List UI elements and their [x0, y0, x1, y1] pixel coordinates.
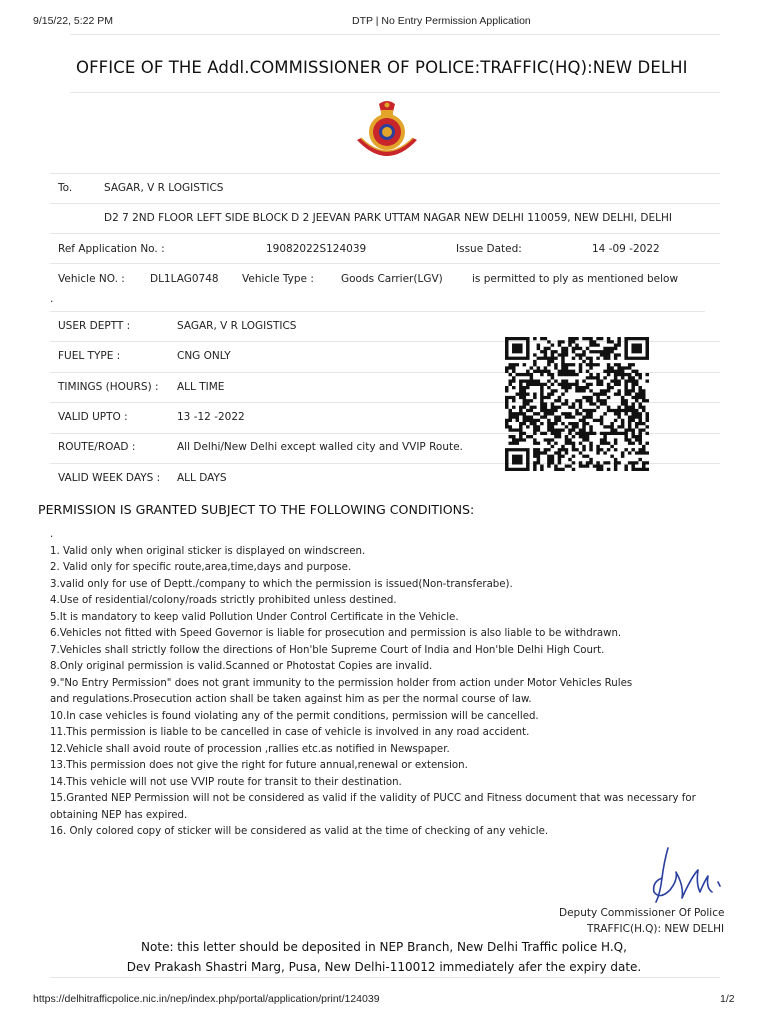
- detail-label: VALID UPTO :: [58, 411, 128, 423]
- detail-label: FUEL TYPE :: [58, 350, 121, 362]
- separator-dot: .: [50, 293, 54, 305]
- condition-item: 12.Vehicle shall avoid route of procession ,rallies etc.as notified in Newspaper.: [50, 743, 450, 755]
- condition-item: 3.valid only for use of Deptt./company to which the permission is issued(Non-transferabe).: [50, 578, 513, 590]
- issue-date-value: 14 -09 -2022: [592, 243, 660, 255]
- addressee-name: SAGAR, V R LOGISTICS: [104, 182, 224, 194]
- note-line: Note: this letter should be deposited in NEP Branch, New Delhi Traffic police H.Q,: [141, 940, 627, 954]
- divider: [70, 92, 720, 93]
- detail-value: ALL TIME: [177, 381, 225, 393]
- print-page-number: 1/2: [720, 993, 735, 1005]
- condition-item: 7.Vehicles shall strictly follow the directions of Hon'ble Supreme Court of India and Hon'ble Delhi High Court.: [50, 644, 605, 656]
- page-title: OFFICE OF THE Addl.COMMISSIONER OF POLICE:TRAFFIC(HQ):NEW DELHI: [76, 58, 688, 77]
- vehicle-no-value: DL1LAG0748: [150, 273, 219, 285]
- condition-item: 1. Valid only when original sticker is displayed on windscreen.: [50, 545, 366, 557]
- addressee-address: D2 7 2ND FLOOR LEFT SIDE BLOCK D 2 JEEVAN PARK UTTAM NAGAR NEW DELHI 110059, NEW DELHI, DELHI: [104, 212, 672, 224]
- condition-item: .: [50, 529, 54, 540]
- note-line: Dev Prakash Shastri Marg, Pusa, New Delhi-110012 immediately afer the expiry date.: [126, 960, 642, 974]
- delhi-police-emblem-icon: [351, 98, 423, 168]
- vehicle-type-value: Goods Carrier(LGV): [341, 273, 443, 285]
- signatory-office: TRAFFIC(H.Q): NEW DELHI: [587, 923, 725, 935]
- signature-icon: [648, 842, 724, 908]
- to-label: To.: [58, 182, 73, 194]
- print-datetime: 9/15/22, 5:22 PM: [33, 15, 113, 27]
- detail-value: All Delhi/New Delhi except walled city and VVIP Route.: [177, 441, 463, 453]
- condition-item: 14.This vehicle will not use VVIP route for transit to their destination.: [50, 776, 402, 788]
- detail-label: VALID WEEK DAYS :: [58, 472, 161, 484]
- vehicle-type-label: Vehicle Type :: [242, 273, 314, 285]
- print-tab-title: DTP | No Entry Permission Application: [352, 15, 531, 27]
- detail-label: TIMINGS (HOURS) :: [58, 381, 159, 393]
- condition-item: 11.This permission is liable to be cancelled in case of vehicle is involved in any road accident.: [50, 727, 530, 738]
- divider: [50, 311, 705, 312]
- condition-item: 2. Valid only for specific route,area,time,days and purpose.: [50, 562, 352, 573]
- divider: [50, 977, 720, 978]
- condition-item: 4.Use of residential/colony/roads strictly prohibited unless destined.: [50, 595, 397, 606]
- detail-value: SAGAR, V R LOGISTICS: [177, 320, 297, 332]
- qr-code-icon: [505, 337, 649, 471]
- condition-item: 5.It is mandatory to keep valid Pollution Under Control Certificate in the Vehicle.: [50, 611, 459, 623]
- condition-item: obtaining NEP has expired.: [50, 809, 188, 821]
- condition-item: 8.Only original permission is valid.Scanned or Photostat Copies are invalid.: [50, 661, 433, 672]
- divider: [50, 203, 720, 204]
- condition-item: 9."No Entry Permission" does not grant immunity to the permission holder from action under Motor Vehicles Rules: [50, 677, 633, 689]
- divider: [70, 34, 720, 35]
- condition-item: 15.Granted NEP Permission will not be considered as valid if the validity of PUCC and Fitness document that was necessary for: [50, 793, 696, 804]
- condition-item: 16. Only colored copy of sticker will be considered as valid at the time of checking of any vehicle.: [50, 826, 549, 837]
- condition-item: 6.Vehicles not fitted with Speed Governor is liable for prosecution and permission is also liable to be withdrawn.: [50, 628, 622, 639]
- detail-label: ROUTE/ROAD :: [58, 441, 136, 453]
- vehicle-no-label: Vehicle NO. :: [58, 273, 125, 285]
- conditions-heading: PERMISSION IS GRANTED SUBJECT TO THE FOLLOWING CONDITIONS:: [38, 502, 475, 517]
- issue-date-label: Issue Dated:: [456, 243, 522, 255]
- signatory-title: Deputy Commissioner Of Police: [559, 907, 725, 919]
- divider: [50, 233, 720, 234]
- detail-value: CNG ONLY: [177, 350, 231, 362]
- detail-label: USER DEPTT :: [58, 320, 131, 332]
- conditions-list: [50, 527, 696, 841]
- divider: [50, 173, 720, 174]
- divider: [50, 263, 720, 264]
- condition-item: 10.In case vehicles is found violating any of the permit conditions, permission will be cancelled.: [50, 710, 539, 722]
- detail-value: ALL DAYS: [177, 472, 227, 484]
- condition-item: 13.This permission does not give the right for future annual,renewal or extension.: [50, 760, 468, 771]
- ref-label: Ref Application No. :: [58, 243, 165, 255]
- print-url: https://delhitrafficpolice.nic.in/nep/index.php/portal/application/print/124039: [33, 993, 380, 1005]
- permitted-text: is permitted to ply as mentioned below: [472, 273, 679, 285]
- ref-value: 19082022S124039: [266, 243, 367, 255]
- detail-value: 13 -12 -2022: [177, 411, 245, 423]
- condition-item: and regulations.Prosecution action shall be taken against him as per the normal course of law.: [50, 694, 532, 705]
